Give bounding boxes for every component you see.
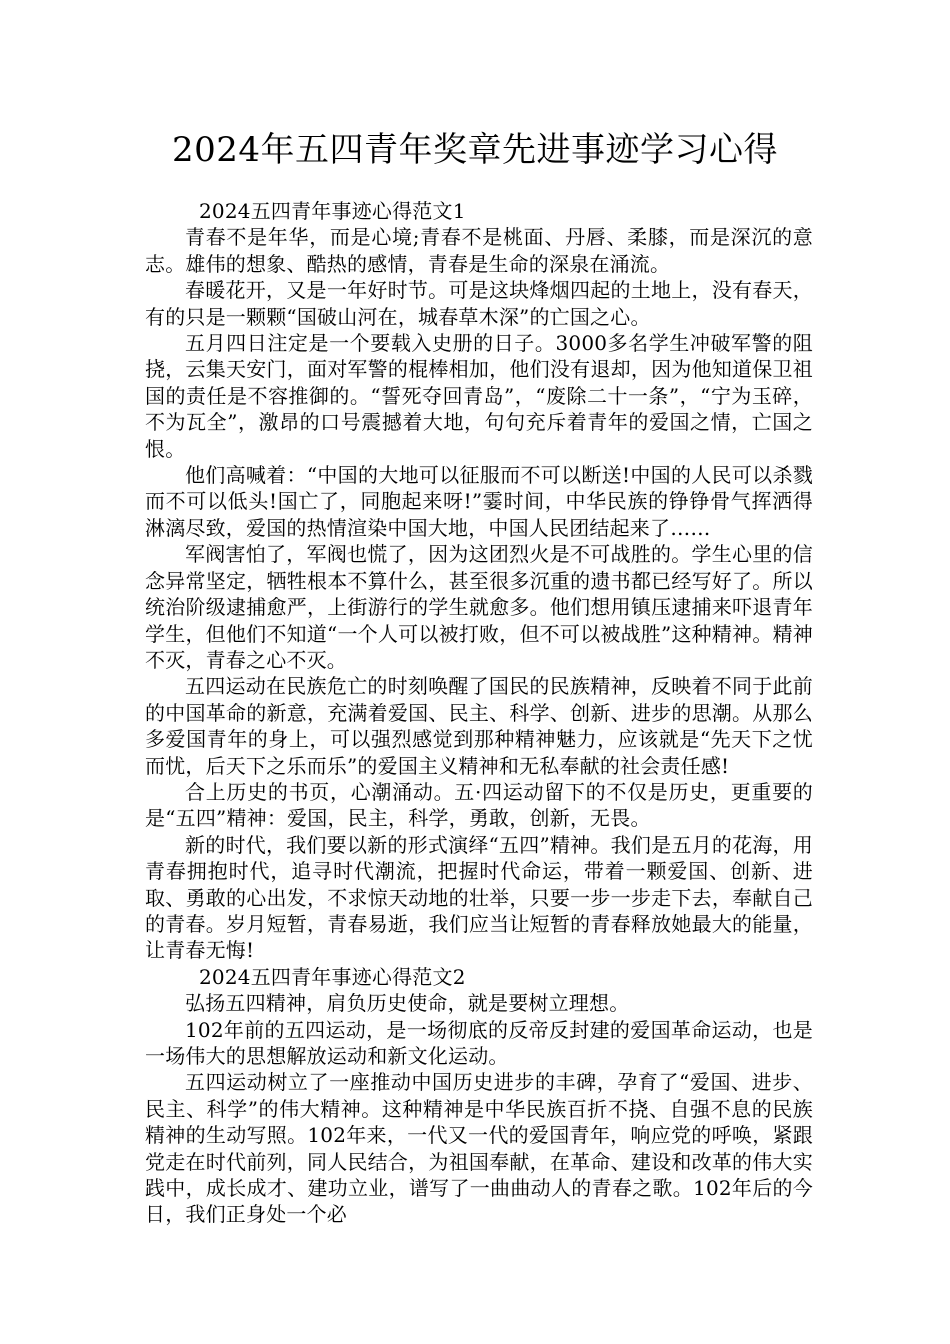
paragraph: 他们高喊着：“中国的大地可以征服而不可以断送!中国的人民可以杀戮而不可以低头!国亡了，同胞起来呀!”霎时间，中华民族的铮铮骨气挥洒得淋漓尽致，爱国的热情渲染中国大地，中国人民团结起来了…… bbox=[145, 463, 813, 540]
paragraph: 五四运动在民族危亡的时刻唤醒了国民的民族精神，反映着不同于此前的中国革命的新意，充满着爱国、民主、科学、创新、进步的思潮。从那么多爱国青年的身上，可以强烈感觉到那种精神魅力，应该就是“先天下之忧而忧，后天下之乐而乐”的爱国主义精神和无私奉献的社会责任感! bbox=[145, 674, 813, 778]
document-body bbox=[145, 198, 813, 1228]
paragraph: 青春不是年华，而是心境;青春不是桃面、丹唇、柔膝，而是深沉的意志。雄伟的想象、酷热的感情，青春是生命的深泉在涌流。 bbox=[145, 225, 813, 276]
paragraph: 弘扬五四精神，肩负历史使命，就是要树立理想。 bbox=[185, 991, 630, 1016]
section-heading: 2024五四青年事迹心得范文1 bbox=[199, 199, 466, 223]
paragraph: 五四运动树立了一座推动中国历史进步的丰碑，孕育了“爱国、进步、民主、科学”的伟大精神。这种精神是中华民族百折不挠、自强不息的民族精神的生动写照。102年来，一代又一代的爱国青年，响应党的呼唤，紧跟党走在时代前列，同人民结合，为祖国奉献，在革命、建设和改革的伟大实践中，成长成才、建功立业，谱写了一曲曲动人的青春之歌。102年后的今日，我们正身处一个必 bbox=[145, 1070, 813, 1227]
section-heading: 2024五四青年事迹心得范文2 bbox=[199, 964, 466, 989]
paragraph: 102年前的五四运动，是一场彻底的反帝反封建的爱国革命运动，也是一场伟大的思想解放运动和新文化运动。 bbox=[145, 1017, 813, 1068]
paragraph: 春暖花开，又是一年好时节。可是这块烽烟四起的土地上，没有春天，有的只是一颗颗“国破山河在，城春草木深”的亡国之心。 bbox=[145, 278, 813, 329]
paragraph: 合上历史的书页，心潮涌动。五·四运动留下的不仅是历史，更重要的是“五四”精神：爱国，民主，科学，勇敢，创新，无畏。 bbox=[145, 779, 813, 831]
paragraph: 新的时代，我们要以新的形式演绎“五四”精神。我们是五月的花海，用青春拥抱时代，追寻时代潮流，把握时代命运，带着一颗爱国、创新、进取、勇敢的心出发，不求惊天动地的壮举，只要一步一步走下去，奉献自己的青春。岁月短暂，青春易逝，我们应当让短暂的青春释放她最大的能量，让青春无悔! bbox=[145, 832, 813, 963]
document-title: 2024年五四青年奖章先进事迹学习心得 bbox=[171, 130, 779, 170]
paragraph: 军阀害怕了，军阀也慌了，因为这团烈火是不可战胜的。学生心里的信念异常坚定，牺牲根本不算什么，甚至很多沉重的遗书都已经写好了。所以统治阶级逮捕愈严，上街游行的学生就愈多。他们想用镇压逮捕来吓退青年学生，但他们不知道“一个人可以被打败，但不可以被战胜”这种精神。精神不灭，青春之心不灭。 bbox=[145, 542, 813, 672]
paragraph: 五月四日注定是一个要载入史册的日子。3000多名学生冲破军警的阻挠，云集天安门，面对军警的棍棒相加，他们没有退却，因为他知道保卫祖国的责任是不容推御的。“誓死夺回青岛”，“废除二十一条”，“宁为玉碎，不为瓦全”，激昂的口号震撼着大地，句句充斥着青年的爱国之情，亡国之恨。 bbox=[145, 331, 813, 461]
